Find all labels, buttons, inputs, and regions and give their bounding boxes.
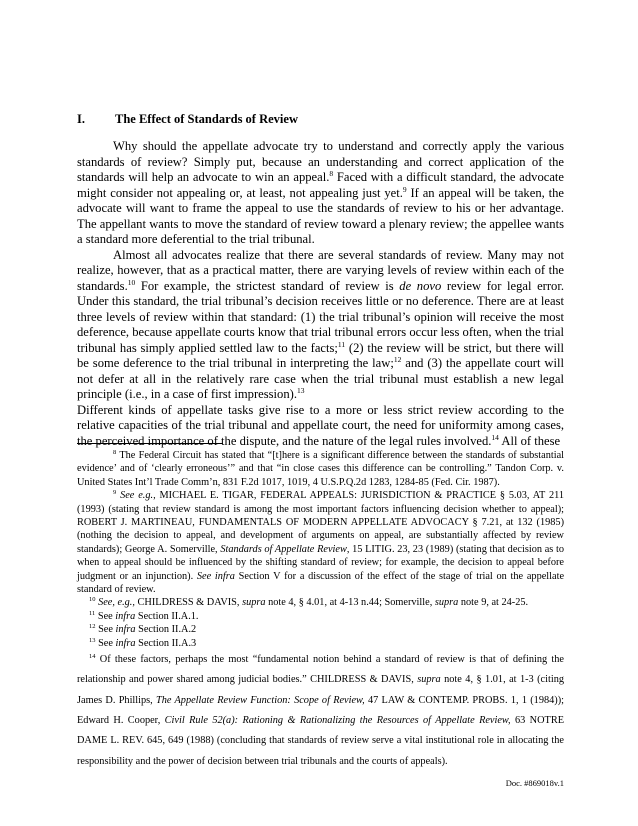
paragraph-1 bbox=[77, 139, 564, 248]
text-span: Why should the appellate advocate try to understand and correctly apply the various standards of review? Simply put, because an understanding and correct application of the standards will help an advocate to win an appeal. bbox=[77, 139, 564, 184]
emphasis: de novo bbox=[399, 278, 442, 293]
footnote-number: 13 bbox=[89, 636, 96, 644]
footnote-text: MICHAEL E. TIGAR, FEDERAL APPEALS: JURISDICTION & PRACTICE § 5.03, AT 211 (1993) (stating that review standard is among the most important factors influencing decision whether to appeal); ROBERT J. MARTINEAU, FUNDAMENTALS OF MODERN APPELLATE ADVOCACY § 7.21, at 132 (1985) (nothing the decision to appeal, and development of arguments on appeal, are substantially affected by review standards); George A. Somerville, bbox=[77, 490, 565, 555]
footnote-10 bbox=[77, 596, 564, 609]
emphasis: The Appellate Review Function: Scope of Review, bbox=[156, 694, 365, 706]
footnote-ref-14[interactable]: 14 bbox=[491, 432, 499, 442]
paragraph-2 bbox=[77, 248, 564, 403]
emphasis: supra bbox=[242, 597, 266, 609]
footnote-number: 9 bbox=[113, 489, 117, 497]
footnote-text: See bbox=[95, 624, 116, 636]
section-heading bbox=[77, 112, 298, 127]
emphasis: infra bbox=[115, 624, 136, 636]
footnote-text: note 4, § 1.01, at 1-3 (citing James D. Phillips, bbox=[77, 674, 564, 706]
footnote-ref-12[interactable]: 12 bbox=[393, 355, 402, 364]
footnote-text: 47 LAW & CONTEMP. PROBS. 1, 1 (1984)); Edward H. Cooper, bbox=[77, 694, 564, 726]
footnote-number: 8 bbox=[113, 449, 117, 456]
footnote-ref-11[interactable]: 11 bbox=[337, 339, 346, 349]
emphasis: infra bbox=[115, 637, 136, 649]
emphasis: Standards of Appellate Review bbox=[220, 543, 347, 555]
footnote-12 bbox=[77, 623, 564, 636]
text-span: If an appeal will be taken, the advocate will want to frame the appeal to use the standards of review to his or her advantage. The appellant wants to move the standard of review toward a plenary review; the appellee wants a standard more deferential to the trial tribunal. bbox=[77, 185, 564, 246]
footnote-number: 12 bbox=[89, 623, 96, 631]
text-span: All of these bbox=[498, 433, 561, 448]
footnote-number: 10 bbox=[89, 596, 96, 604]
footnote-text: CHILDRESS & DAVIS, bbox=[134, 597, 243, 609]
footnote-9 bbox=[77, 489, 564, 596]
footnote-14 bbox=[77, 650, 564, 772]
footnote-8 bbox=[77, 449, 564, 489]
footnote-number: 14 bbox=[89, 653, 96, 661]
emphasis: Civil Rule 52(a): Rationing & Rationalizing the Resources of Appellate Review, bbox=[164, 714, 511, 726]
section-title: The Effect of Standards of Review bbox=[115, 112, 298, 126]
footnotes bbox=[77, 449, 564, 772]
footnote-text: Section II.A.1. bbox=[135, 610, 199, 622]
text-span: review for legal error. Under this standard, the trial tribunal’s decision receives little or no deference. There are at least three levels of review within that standard: (1) the trial tribunal’s opinion will receive the most deference, because appellate courts know that trial tribunal errors occur less often, when the trial tribunal has simply applied settled law to the facts; bbox=[77, 278, 564, 355]
footnote-text: 63 NOTRE DAME L. REV. 645, 649 (1988) (concluding that standards of review serve a vital institutional role in allocating the responsibility and the power of decision between trial tribunals and the courts of appeals). bbox=[77, 714, 564, 767]
emphasis: See, e.g., bbox=[98, 597, 135, 609]
footnote-13 bbox=[77, 637, 564, 650]
text-span: (2) the review will be strict, but there will be some deference to the trial tribunal in interpreting the law; bbox=[77, 340, 564, 370]
footnote-text: note 9, at 24-25. bbox=[458, 597, 529, 609]
body-text bbox=[77, 139, 564, 449]
emphasis: supra bbox=[434, 597, 459, 609]
footnote-text: Section V for a discussion of the effect of the stage of trial on the appellate standard of review. bbox=[77, 570, 565, 596]
text-span: Faced with a difficult standard, the advocate might consider not appealing or, at least, not appealing just yet. bbox=[77, 170, 565, 200]
footnote-text: See bbox=[95, 637, 116, 649]
footnote-text: , 15 LITIG. 23, 23 (1989) (stating that decision as to when to appeal should be influenced by the shifting standard of review; for example, the decision to appeal before judgment or an injunction). bbox=[77, 543, 564, 582]
footnote-ref-13[interactable]: 13 bbox=[296, 386, 305, 395]
text-span: Almost all advocates realize that there are several standards of review. Many may not realize, however, that as a practical matter, there are varying levels of review within each of the standards. bbox=[77, 247, 564, 293]
footnote-text: The Federal Circuit has stated that “[t]here is a significant difference between the standards of substantial evidence’ and of ‘clearly erroneous’” and that “in close cases this difference can be controlling.” Tandon Corp. v. United States Int’l Trade Comm’n, 831 F.2d 1017, 1019, 4 U.S.P.Q.2d 1283, 1284-85 (Fed. Cir. 1987). bbox=[77, 450, 564, 488]
emphasis: supra bbox=[417, 674, 441, 686]
footnote-text: note 4, § 4.01, at 4-13 n.44; Somerville, bbox=[265, 597, 435, 609]
footnote-text: Of these factors, perhaps the most “fundamental notion behind a standard of review is that of defining the relationship and power shared among judicial bodies.” CHILDRESS & DAVIS, bbox=[77, 654, 564, 686]
footnote-ref-8[interactable]: 8 bbox=[329, 169, 334, 178]
footnote-ref-10[interactable]: 10 bbox=[127, 277, 136, 287]
footnote-ref-9[interactable]: 9 bbox=[402, 184, 407, 194]
footnote-text: Section II.A.3 bbox=[135, 637, 197, 649]
emphasis: infra bbox=[115, 610, 136, 622]
emphasis: See e.g., bbox=[120, 490, 156, 502]
footnote-text: Section II.A.2 bbox=[135, 624, 197, 636]
emphasis: See infra bbox=[196, 570, 235, 582]
footnote-11 bbox=[77, 610, 564, 623]
footnote-separator bbox=[77, 443, 223, 444]
document-id-footer: Doc. #869018v.1 bbox=[505, 778, 564, 788]
text-span: Different kinds of appellate tasks give rise to a more or less strict review according to the relative capacities of the trial tribunal and appellate court, the need for uniformity among cases, the perceived importance of the dispute, and the nature of the legal rules involved. bbox=[77, 402, 564, 448]
text-span: and (3) the appellate court will not defer at all in the relatively rare case when the trial tribunal must establish a new legal principle (i.e., in a case of first impression). bbox=[77, 356, 565, 401]
footnote-text: See bbox=[95, 610, 116, 622]
text-span: For example, the strictest standard of review is bbox=[135, 278, 400, 293]
footnote-number: 11 bbox=[89, 609, 96, 617]
section-number: I. bbox=[77, 112, 85, 126]
